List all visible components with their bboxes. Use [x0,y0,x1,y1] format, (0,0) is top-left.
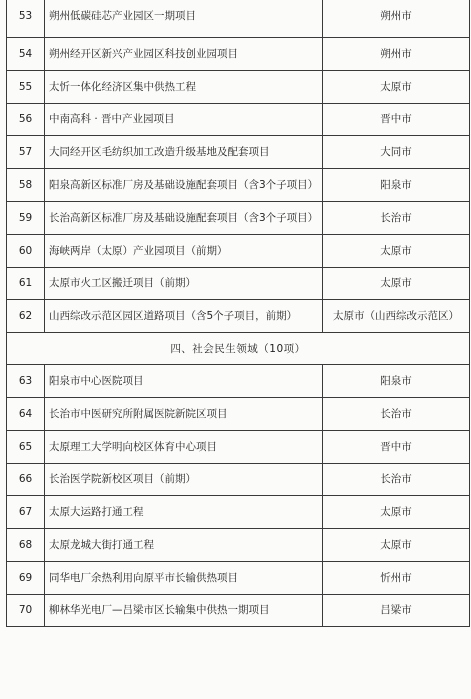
table-row [7,496,470,529]
city-cell: 阳泉市 [323,169,470,202]
city-cell: 太原市 [323,267,470,300]
row-number-cell: 65 [7,430,45,463]
table-row [7,430,470,463]
project-name-cell: 朔州低碳硅芯产业园区一期项目 [45,0,323,38]
project-name-cell: 太原大运路打通工程 [45,496,323,529]
city-cell: 忻州市 [323,561,470,594]
project-name-cell: 长治市中医研究所附属医院新院区项目 [45,397,323,430]
row-number-cell: 61 [7,267,45,300]
project-name-cell: 太忻一体化经济区集中供热工程 [45,70,323,103]
table-body-part-b [7,365,470,627]
table-row [7,234,470,267]
project-name-cell: 长治高新区标准厂房及基础设施配套项目（含3个子项目） [45,201,323,234]
table-row [7,136,470,169]
table-row [7,267,470,300]
city-cell: 阳泉市 [323,365,470,398]
section-header-group [7,333,470,365]
project-name-cell: 山西综改示范区园区道路项目（含5个子项目，前期） [45,300,323,333]
row-number-cell: 64 [7,397,45,430]
row-number-cell: 67 [7,496,45,529]
row-number-cell: 66 [7,463,45,496]
city-cell: 太原市 [323,529,470,562]
row-number-cell: 62 [7,300,45,333]
table-row [7,201,470,234]
row-number-cell: 56 [7,103,45,136]
row-number-cell: 57 [7,136,45,169]
city-cell: 太原市 [323,70,470,103]
table-row [7,38,470,71]
row-number-cell: 58 [7,169,45,202]
row-number-cell: 59 [7,201,45,234]
table-row [7,70,470,103]
project-name-cell: 中南高科 · 晋中产业园项目 [45,103,323,136]
project-table [6,0,470,627]
city-cell: 太原市 [323,234,470,267]
project-name-cell: 海峡两岸（太原）产业园项目（前期） [45,234,323,267]
table-row [7,397,470,430]
table-row [7,594,470,626]
project-name-cell: 长治医学院新校区项目（前期） [45,463,323,496]
table-row [7,300,470,333]
project-name-cell: 太原市火工区搬迁项目（前期） [45,267,323,300]
city-cell: 吕梁市 [323,594,470,626]
table-row [7,103,470,136]
city-cell: 长治市 [323,397,470,430]
city-cell: 长治市 [323,463,470,496]
project-name-cell: 朔州经开区新兴产业园区科技创业园项目 [45,38,323,71]
table-row [7,463,470,496]
row-number-cell: 54 [7,38,45,71]
table-row [7,0,470,38]
project-name-cell: 太原理工大学明向校区体育中心项目 [45,430,323,463]
city-cell: 长治市 [323,201,470,234]
project-name-cell: 太原龙城大街打通工程 [45,529,323,562]
table-row [7,561,470,594]
row-number-cell: 53 [7,0,45,38]
table-row [7,529,470,562]
table-row [7,169,470,202]
row-number-cell: 63 [7,365,45,398]
row-number-cell: 60 [7,234,45,267]
row-number-cell: 55 [7,70,45,103]
city-cell: 太原市 [323,496,470,529]
section-title: 四、社会民生领域（10项） [7,333,470,365]
row-number-cell: 70 [7,594,45,626]
project-name-cell: 大同经开区毛纺织加工改造升级基地及配套项目 [45,136,323,169]
project-name-cell: 阳泉市中心医院项目 [45,365,323,398]
row-number-cell: 68 [7,529,45,562]
city-cell: 太原市（山西综改示范区） [323,300,470,333]
row-number-cell: 69 [7,561,45,594]
project-name-cell: 阳泉高新区标准厂房及基础设施配套项目（含3个子项目） [45,169,323,202]
table-body-part-a [7,0,470,333]
city-cell: 朔州市 [323,38,470,71]
project-name-cell: 同华电厂余热利用向原平市长输供热项目 [45,561,323,594]
project-name-cell: 柳林华光电厂—吕梁市区长输集中供热一期项目 [45,594,323,626]
city-cell: 大同市 [323,136,470,169]
city-cell: 朔州市 [323,0,470,38]
table-row [7,365,470,398]
city-cell: 晋中市 [323,430,470,463]
city-cell: 晋中市 [323,103,470,136]
section-header-row [7,333,470,365]
